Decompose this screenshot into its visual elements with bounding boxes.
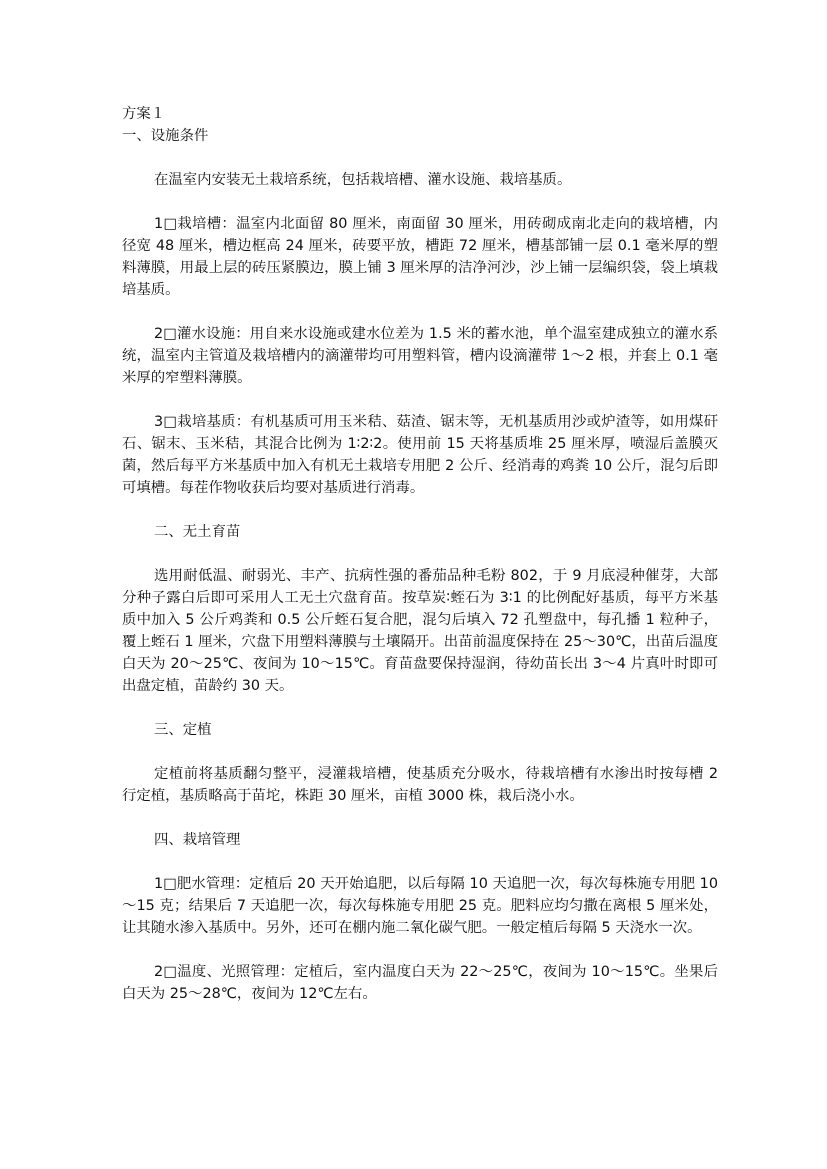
section4-item-fertilizer-water: 1□肥水管理：定植后 20 天开始追肥，以后每隔 10 天追肥一次，每次每株施专用肥 10～15 克；结果后 7 天追肥一次，每次每株施专用肥 25 克。肥料应均匀撒在离根 5 厘米处，让其随水渗入基质中。另外，还可在棚内施二氧化碳气肥。一般定植后每隔 5 天浇水一次。 — [122, 876, 718, 936]
document-body — [122, 103, 718, 1005]
section1-item-substrate: 3□栽培基质：有机基质可用玉米秸、菇渣、锯末等，无机基质用沙或炉渣等，如用煤矸石、锯末、玉米秸，其混合比例为 1∶2∶2。使用前 15 天将基质堆 25 厘米厚，喷湿后盖膜灭菌，然后每平方米基质中加入有机无土栽培专用肥 2 公斤、经消毒的鸡粪 10 公斤，混匀后即可填槽。每茬作物收获后均要对基质进行消毒。 — [122, 414, 718, 496]
section1-item-cultivation-trough: 1□栽培槽：温室内北面留 80 厘米，南面留 30 厘米，用砖砌成南北走向的栽培槽，内径宽 48 厘米，槽边框高 24 厘米，砖要平放，槽距 72 厘米，槽基部铺一层 0.1 毫米厚的塑料薄膜，用最上层的砖压紧膜边，膜上铺 3 厘米厚的洁净河沙，沙上铺一层编织袋，袋上填栽培基质。 — [122, 216, 718, 298]
doc-title: 方案１ — [122, 106, 166, 122]
section3-heading: 三、定植 — [154, 722, 212, 738]
section3-body: 定植前将基质翻匀整平，浸灌栽培槽，使基质充分吸水，待栽培槽有水渗出时按每槽 2 行定植，基质略高于苗坨，株距 30 厘米，亩植 3000 株，栽后浇小水。 — [122, 766, 718, 804]
section2-body: 选用耐低温、耐弱光、丰产、抗病性强的番茄品种毛粉 802，于 9 月底浸种催芽，大部分种子露白后即可采用人工无土穴盘育苗。按草炭∶蛭石为 3∶1 的比例配好基质，每平方米基质中加入 5 公斤鸡粪和 0.5 公斤蛭石复合肥，混匀后填入 72 孔塑盘中，每孔播 1 粒种子，覆上蛭石 1 厘米，穴盘下用塑料薄膜与土壤隔开。出苗前温度保持在 25～30℃，出苗后温度白天为 20～25℃、夜间为 10～15℃。育苗盘要保持湿润，待幼苗长出 3～4 片真叶时即可出盘定植，苗龄约 30 天。 — [122, 568, 718, 694]
section4-item-temperature-light: 2□温度、光照管理：定植后，室内温度白天为 22～25℃，夜间为 10～15℃。坐果后白天为 25～28℃，夜间为 12℃左右。 — [122, 964, 718, 1002]
section1-heading: 一、设施条件 — [122, 128, 209, 144]
section2-heading: 二、无土育苗 — [154, 524, 241, 540]
section1-intro: 在温室内安装无土栽培系统，包括栽培槽、灌水设施、栽培基质。 — [154, 172, 572, 188]
section4-heading: 四、栽培管理 — [154, 832, 241, 848]
section1-item-irrigation: 2□灌水设施：用自来水设施或建水位差为 1.5 米的蓄水池，单个温室建成独立的灌水系统，温室内主管道及栽培槽内的滴灌带均可用塑料管，槽内设滴灌带 1～2 根，并套上 0.1 毫米厚的窄塑料薄膜。 — [122, 326, 718, 386]
